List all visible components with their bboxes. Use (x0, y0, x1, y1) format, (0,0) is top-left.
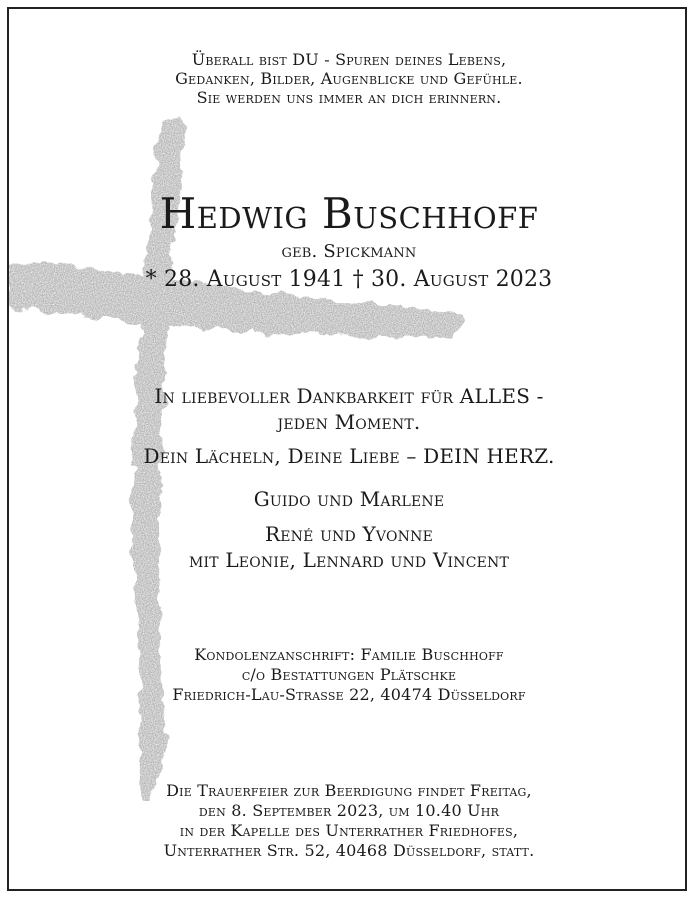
dedication-line-3: Dein Lächeln, Deine Liebe – DEIN HERZ. (143, 444, 555, 468)
condolence-line-3: Friedrich-Lau-Strasse 22, 40474 Düsseldorf (172, 685, 526, 704)
mourner-line-3: mit Leonie, Lennard und Vincent (188, 548, 510, 572)
mourner-line-1: Guido und Marlene (253, 487, 445, 511)
dedication-line-1: In liebevoller Dankbarkeit für ALLES - (154, 384, 544, 408)
poem-line-1: Überall bist DU - Spuren deines Lebens, (191, 50, 507, 69)
deceased-name: Hedwig Buschhoff (159, 189, 539, 238)
obituary-frame (7, 7, 687, 891)
condolence-line-2: c/o Bestattungen Plätschke (241, 665, 457, 684)
dedication-line-2: jeden Moment. (277, 410, 421, 434)
poem-line-3: Sie werden uns immer an dich erinnern. (196, 88, 502, 107)
life-dates: * 28. August 1941 † 30. August 2023 (145, 267, 553, 292)
maiden-name: geb. Spickmann (281, 241, 417, 262)
poem-line-2: Gedanken, Bilder, Augenblicke und Gefühle. (175, 69, 523, 88)
funeral-line-4: Unterrather Str. 52, 40468 Düsseldorf, statt. (163, 841, 535, 860)
funeral-line-2: den 8. September 2023, um 10.40 Uhr (198, 801, 500, 820)
funeral-line-1: Die Trauerfeier zur Beerdigung findet Freitag, (166, 781, 532, 800)
condolence-line-1: Kondolenzanschrift: Familie Buschhoff (194, 645, 504, 664)
mourner-line-2: René und Yvonne (264, 522, 433, 546)
funeral-line-3: in der Kapelle des Unterrather Friedhofes, (179, 821, 519, 840)
